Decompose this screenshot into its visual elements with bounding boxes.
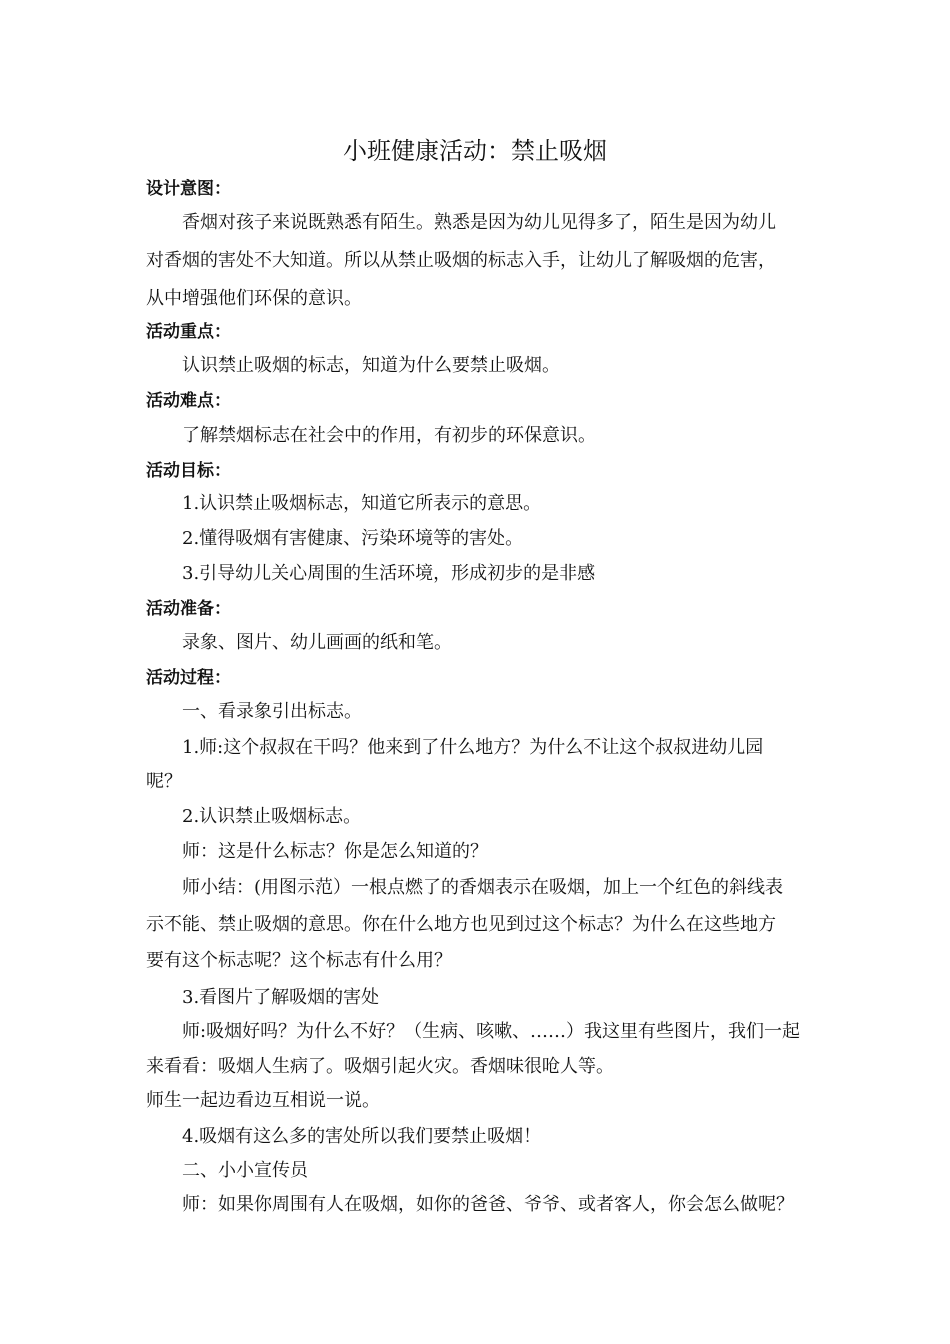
process-line: 3.看图片了解吸烟的害处 — [182, 987, 380, 1008]
design-heading: 设计意图： — [146, 179, 231, 199]
process-line: 4.吸烟有这么多的害处所以我们要禁止吸烟！ — [182, 1126, 542, 1147]
design-line-1: 香烟对孩子来说既熟悉有陌生。熟悉是因为幼儿见得多了，陌生是因为幼儿 — [182, 212, 776, 233]
process-heading: 活动过程： — [146, 668, 231, 688]
design-line-3: 从中增强他们环保的意识。 — [146, 288, 362, 309]
process-line: 师：这是什么标志？你是怎么知道的？ — [182, 841, 488, 862]
goal-item-3: 3.引导幼儿关心周围的生活环境，形成初步的是非感 — [182, 563, 596, 584]
focus-heading: 活动重点： — [146, 322, 231, 342]
prep-heading: 活动准备： — [146, 599, 231, 619]
page-title: 小班健康活动：禁止吸烟 — [343, 137, 607, 165]
focus-text: 认识禁止吸烟的标志，知道为什么要禁止吸烟。 — [182, 355, 560, 376]
design-line-2: 对香烟的害处不大知道。所以从禁止吸烟的标志入手，让幼儿了解吸烟的危害， — [146, 250, 776, 271]
process-line: 呢？ — [146, 771, 182, 792]
process-line: 师生一起边看边互相说一说。 — [146, 1090, 380, 1111]
process-line: 二、小小宣传员 — [182, 1160, 308, 1181]
difficulty-heading: 活动难点： — [146, 391, 231, 411]
process-line: 师：如果你周围有人在吸烟，如你的爸爸、爷爷、或者客人，你会怎么做呢？ — [182, 1194, 794, 1215]
goal-item-2: 2.懂得吸烟有害健康、污染环境等的害处。 — [182, 528, 524, 549]
difficulty-text: 了解禁烟标志在社会中的作用，有初步的环保意识。 — [182, 425, 596, 446]
process-line: 1.师:这个叔叔在干吗？他来到了什么地方？为什么不让这个叔叔进幼儿园 — [182, 737, 764, 758]
process-line: 来看看：吸烟人生病了。吸烟引起火灾。香烟味很呛人等。 — [146, 1056, 614, 1077]
process-line: 一、看录象引出标志。 — [182, 701, 362, 722]
process-line: 要有这个标志呢？这个标志有什么用？ — [146, 950, 452, 971]
process-line: 示不能、禁止吸烟的意思。你在什么地方也见到过这个标志？为什么在这些地方 — [146, 914, 776, 935]
process-line: 2.认识禁止吸烟标志。 — [182, 806, 362, 827]
prep-text: 录象、图片、幼儿画画的纸和笔。 — [182, 632, 452, 653]
process-line: 师:吸烟好吗？为什么不好？（生病、咳嗽、……）我这里有些图片，我们一起 — [182, 1021, 801, 1042]
goals-heading: 活动目标： — [146, 461, 231, 481]
process-line: 师小结：(用图示范）一根点燃了的香烟表示在吸烟，加上一个红色的斜线表 — [182, 877, 784, 898]
goal-item-1: 1.认识禁止吸烟标志，知道它所表示的意思。 — [182, 493, 542, 514]
